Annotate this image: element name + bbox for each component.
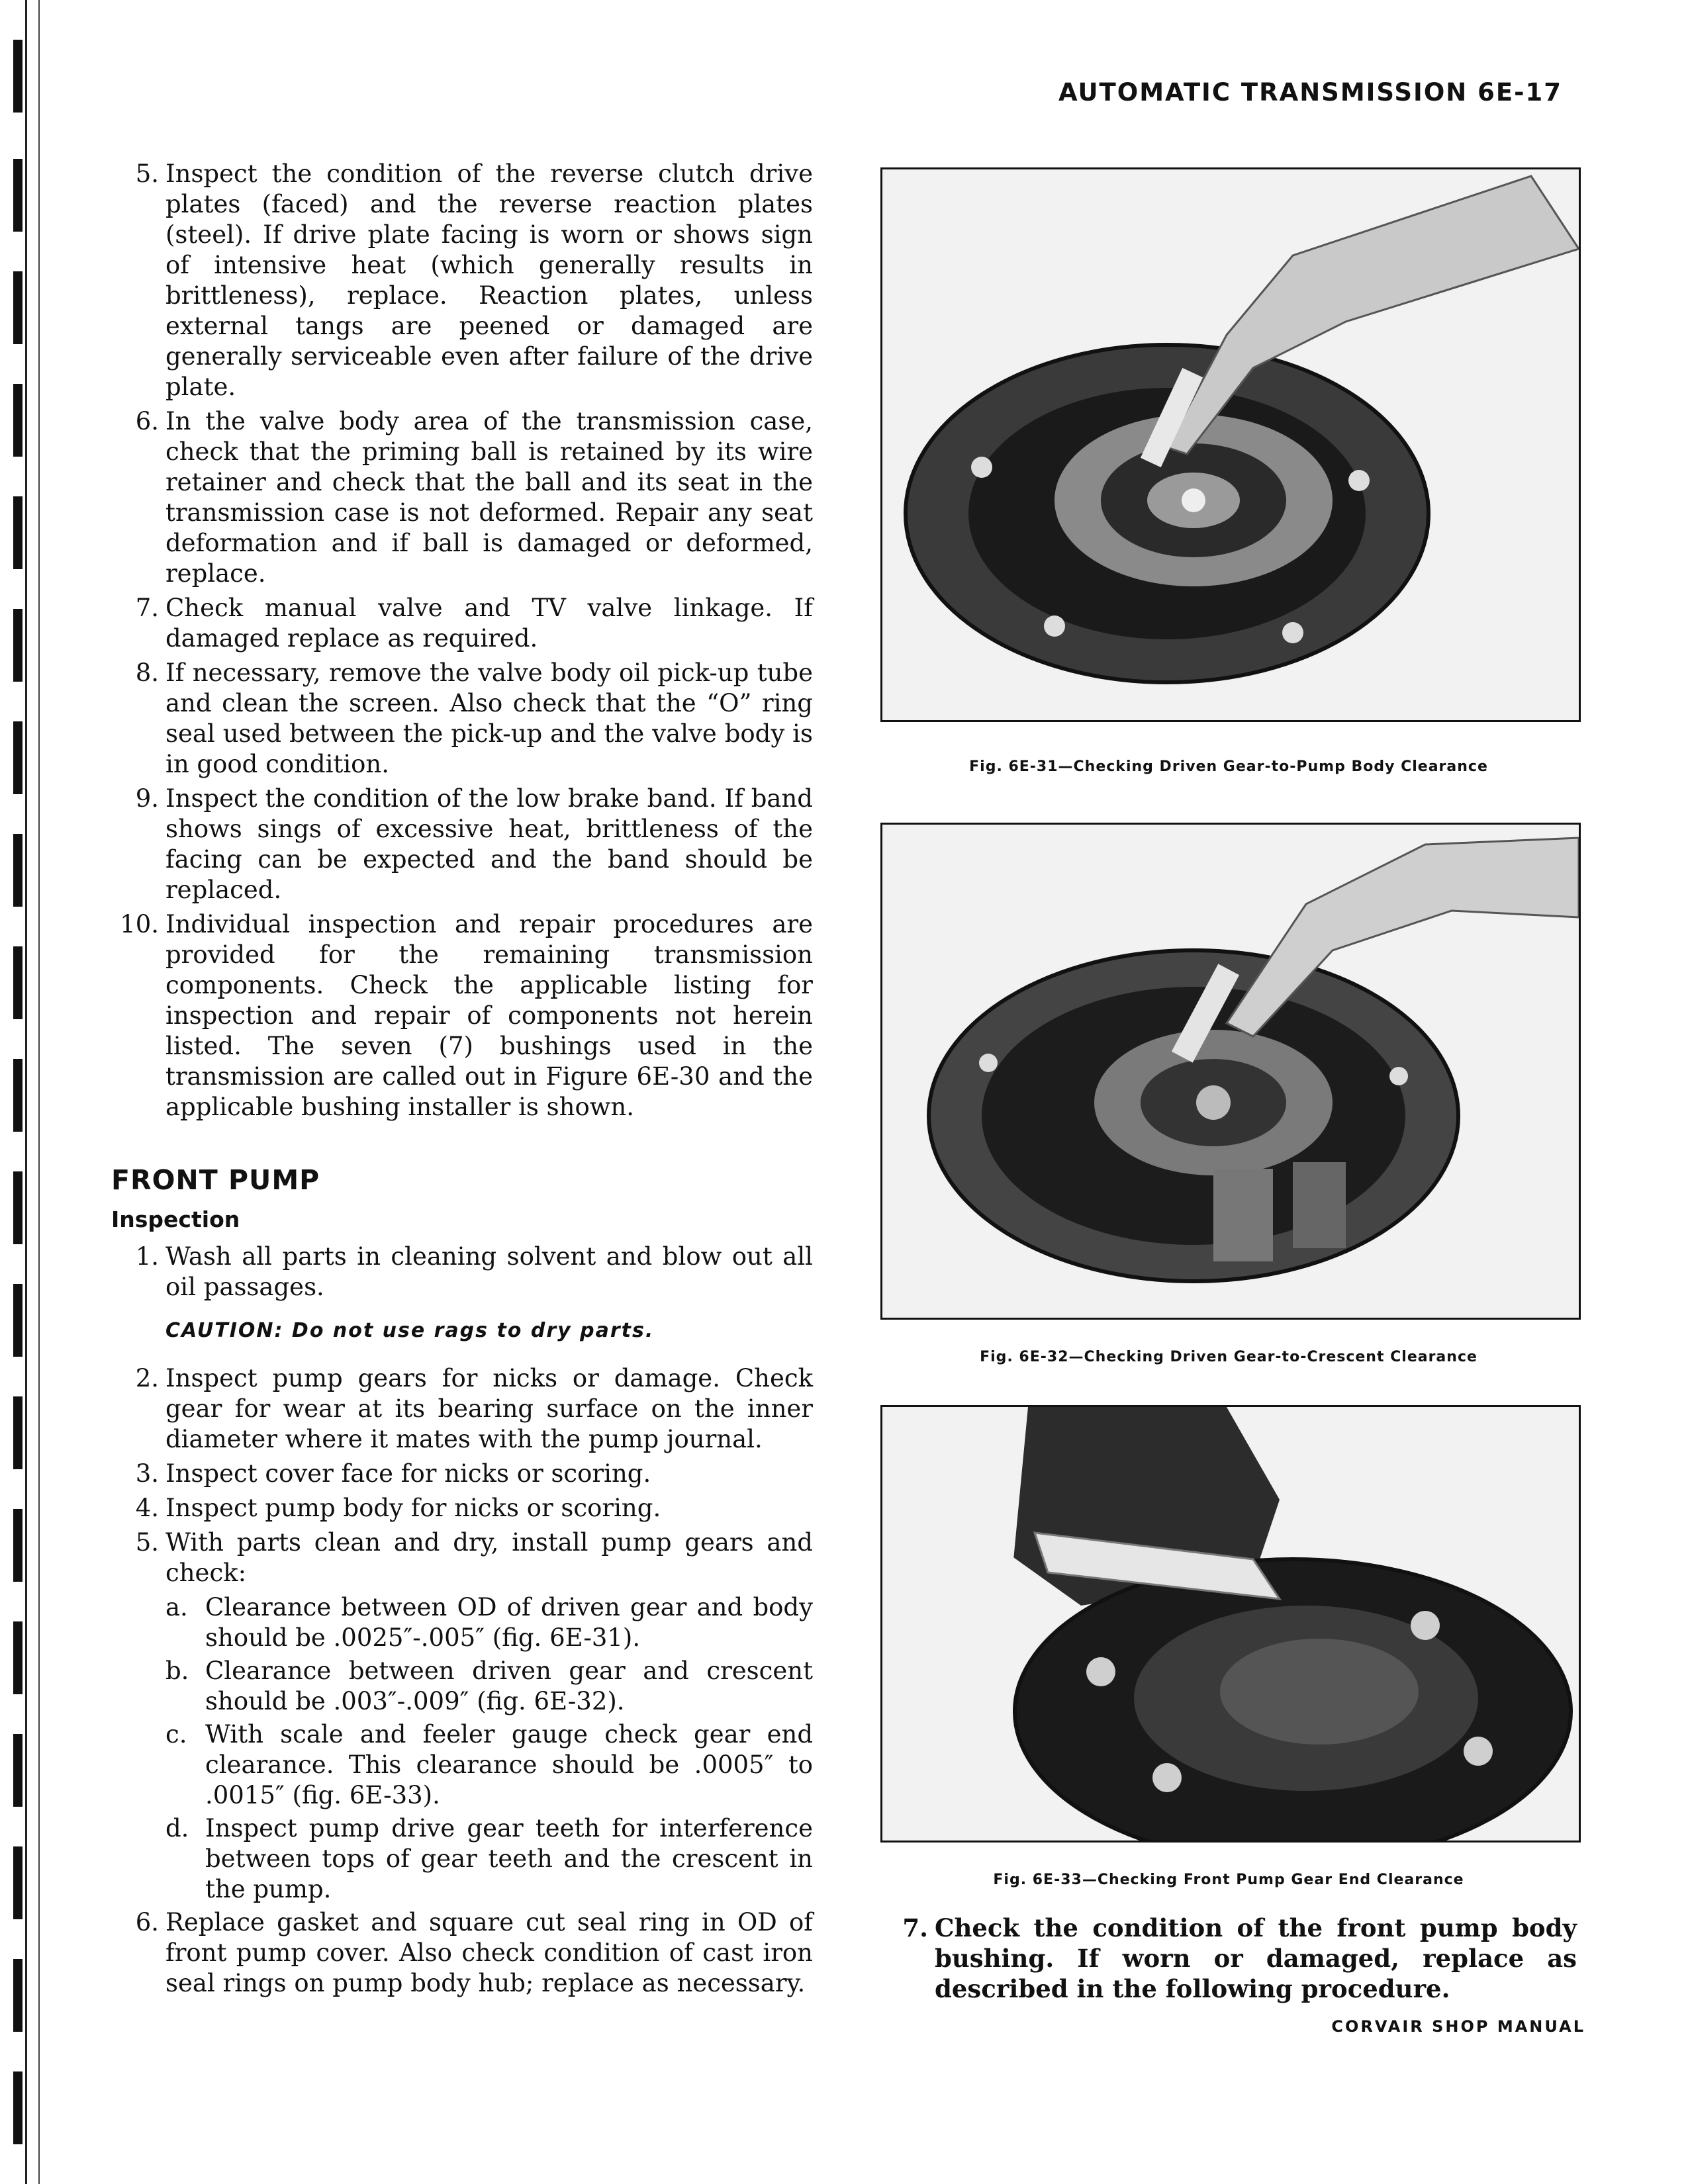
item-text: If necessary, remove the valve body oil pick-up tube and clean the screen. Also check that the “O” ring seal used between the pick-up and the valve body is in good condition. [165, 659, 813, 778]
list-item [111, 593, 813, 654]
item-number: 3. [135, 1459, 159, 1488]
item-number: 5. [135, 1528, 159, 1557]
punch-hole [13, 271, 23, 344]
item-number: 9. [135, 784, 159, 813]
punch-hole [13, 159, 23, 232]
list-item [111, 1493, 813, 1524]
list-item [111, 406, 813, 589]
item-number: 1. [135, 1242, 159, 1271]
figure-6e-33-photo [880, 1405, 1581, 1843]
sub-item-letter: a. [165, 1593, 188, 1621]
page-header: AUTOMATIC TRANSMISSION 6E-17 [1058, 78, 1562, 107]
punch-hole [13, 1621, 23, 1694]
punch-hole [13, 1284, 23, 1357]
binding-rule-inner [38, 0, 40, 2184]
item-text: Replace gasket and square cut seal ring in OD of front pump cover. Also check condition of cast iron seal rings on pump body hub; replace as necessary. [165, 1908, 813, 1997]
item-number: 8. [135, 659, 159, 687]
item-text: Inspect the condition of the low brake band. If band shows sings of excessive heat, brittleness of the facing can be expected and the band should be replaced. [165, 784, 813, 904]
right-column [880, 1913, 1577, 2008]
subsection-title-inspection: Inspection [111, 1206, 240, 1232]
sub-item-text: Clearance between driven gear and crescent should be .003″-.009″ (fig. 6E-32). [205, 1657, 813, 1715]
sub-item-text: With scale and feeler gauge check gear end clearance. This clearance should be .0005″ to .0015″ (fig. 6E-33). [205, 1720, 813, 1809]
item-text: Inspect pump body for nicks or scoring. [165, 1494, 661, 1522]
item-number: 10. [120, 910, 159, 938]
item-number: 4. [135, 1494, 159, 1522]
item-text: Inspect the condition of the reverse clutch drive plates (faced) and the reverse reaction plates (steel). If drive plate facing is worn or shows sign of intensive heat (which generally results in brittleness), replace. Reaction plates, unless external tangs are peened or damaged are generally serviceable even after failure of the drive plate. [165, 159, 813, 401]
item-text: Wash all parts in cleaning solvent and blow out all oil passages. [165, 1242, 813, 1301]
item-number: 7. [135, 594, 159, 622]
punch-hole [13, 2071, 23, 2144]
item-text: Inspect pump gears for nicks or damage. Check gear for wear at its bearing surface on the inner diameter where it mates with the pump journal. [165, 1364, 813, 1453]
sub-item-letter: b. [165, 1657, 189, 1685]
figure-6e-31-caption: Fig. 6E-31—Checking Driven Gear-to-Pump Body Clearance [969, 758, 1488, 775]
figure-6e-33-caption: Fig. 6E-33—Checking Front Pump Gear End Clearance [993, 1872, 1464, 1888]
sub-item-letter: c. [165, 1720, 187, 1749]
punch-hole [13, 834, 23, 907]
punch-hole [13, 1509, 23, 1582]
punch-hole [13, 1846, 23, 1919]
sub-list-item [111, 1592, 813, 1653]
list-item [111, 909, 813, 1122]
item-number: 2. [135, 1364, 159, 1392]
sub-item-letter: d. [165, 1814, 189, 1843]
sub-list-item [111, 1656, 813, 1717]
list-item [111, 1242, 813, 1302]
punch-hole [13, 1396, 23, 1469]
sub-list-item [111, 1719, 813, 1811]
figure-6e-32-photo [880, 823, 1581, 1320]
punch-hole [13, 40, 23, 113]
punch-hole [13, 721, 23, 794]
item-text: Check the condition of the front pump body bushing. If worn or damaged, replace as described in the following procedure. [935, 1913, 1577, 2003]
item-number: 6. [135, 407, 159, 435]
sub-item-text: Clearance between OD of driven gear and body should be .0025″-.005″ (fig. 6E-31). [205, 1593, 813, 1652]
item-number: 5. [135, 159, 159, 188]
punch-hole [13, 1059, 23, 1132]
left-column [111, 159, 813, 2003]
item-text: With parts clean and dry, install pump gears and check: [165, 1528, 813, 1587]
figure-6e-31-photo [880, 167, 1581, 722]
list-item [111, 1907, 813, 1999]
figure-6e-32-caption: Fig. 6E-32—Checking Driven Gear-to-Crescent Clearance [980, 1349, 1477, 1365]
item-number: 7. [902, 1913, 928, 1942]
punch-hole [13, 946, 23, 1019]
list-item [111, 1363, 813, 1455]
item-text: Individual inspection and repair procedures are provided for the remaining transmission components. Check the applicable listing for inspection and repair of components not herein listed. The seven (7) bushings used in the transmission are called out in Figure 6E-30 and the applicable bushing installer is shown. [165, 910, 813, 1121]
item-text: In the valve body area of the transmission case, check that the priming ball is retained by its wire retainer and check that the ball and its seat in the transmission case is not deformed. Repair any seat deformation and if ball is damaged or deformed, replace. [165, 407, 813, 588]
list-item [111, 784, 813, 905]
list-item [111, 1459, 813, 1489]
punch-hole [13, 609, 23, 682]
punch-hole [13, 1734, 23, 1807]
list-item [880, 1913, 1577, 2004]
list-item [111, 1527, 813, 1588]
list-item [111, 658, 813, 780]
punch-hole [13, 384, 23, 457]
caution-note: CAUTION: Do not use rags to dry parts. [165, 1319, 655, 1342]
item-text: Inspect cover face for nicks or scoring. [165, 1459, 651, 1488]
binding-rule [25, 0, 27, 2184]
punch-hole [13, 1171, 23, 1244]
item-text: Check manual valve and TV valve linkage. If damaged replace as required. [165, 594, 813, 653]
page-footer: CORVAIR SHOP MANUAL [1331, 2017, 1585, 2036]
binding-edge [0, 0, 46, 2184]
section-title-front-pump: FRONT PUMP [111, 1164, 320, 1196]
sub-list-item [111, 1813, 813, 1905]
item-number: 6. [135, 1908, 159, 1936]
list-item [111, 159, 813, 402]
punch-hole [13, 496, 23, 569]
sub-item-text: Inspect pump drive gear teeth for interference between tops of gear teeth and the crescent in the pump. [205, 1814, 813, 1903]
punch-hole [13, 1959, 23, 2032]
